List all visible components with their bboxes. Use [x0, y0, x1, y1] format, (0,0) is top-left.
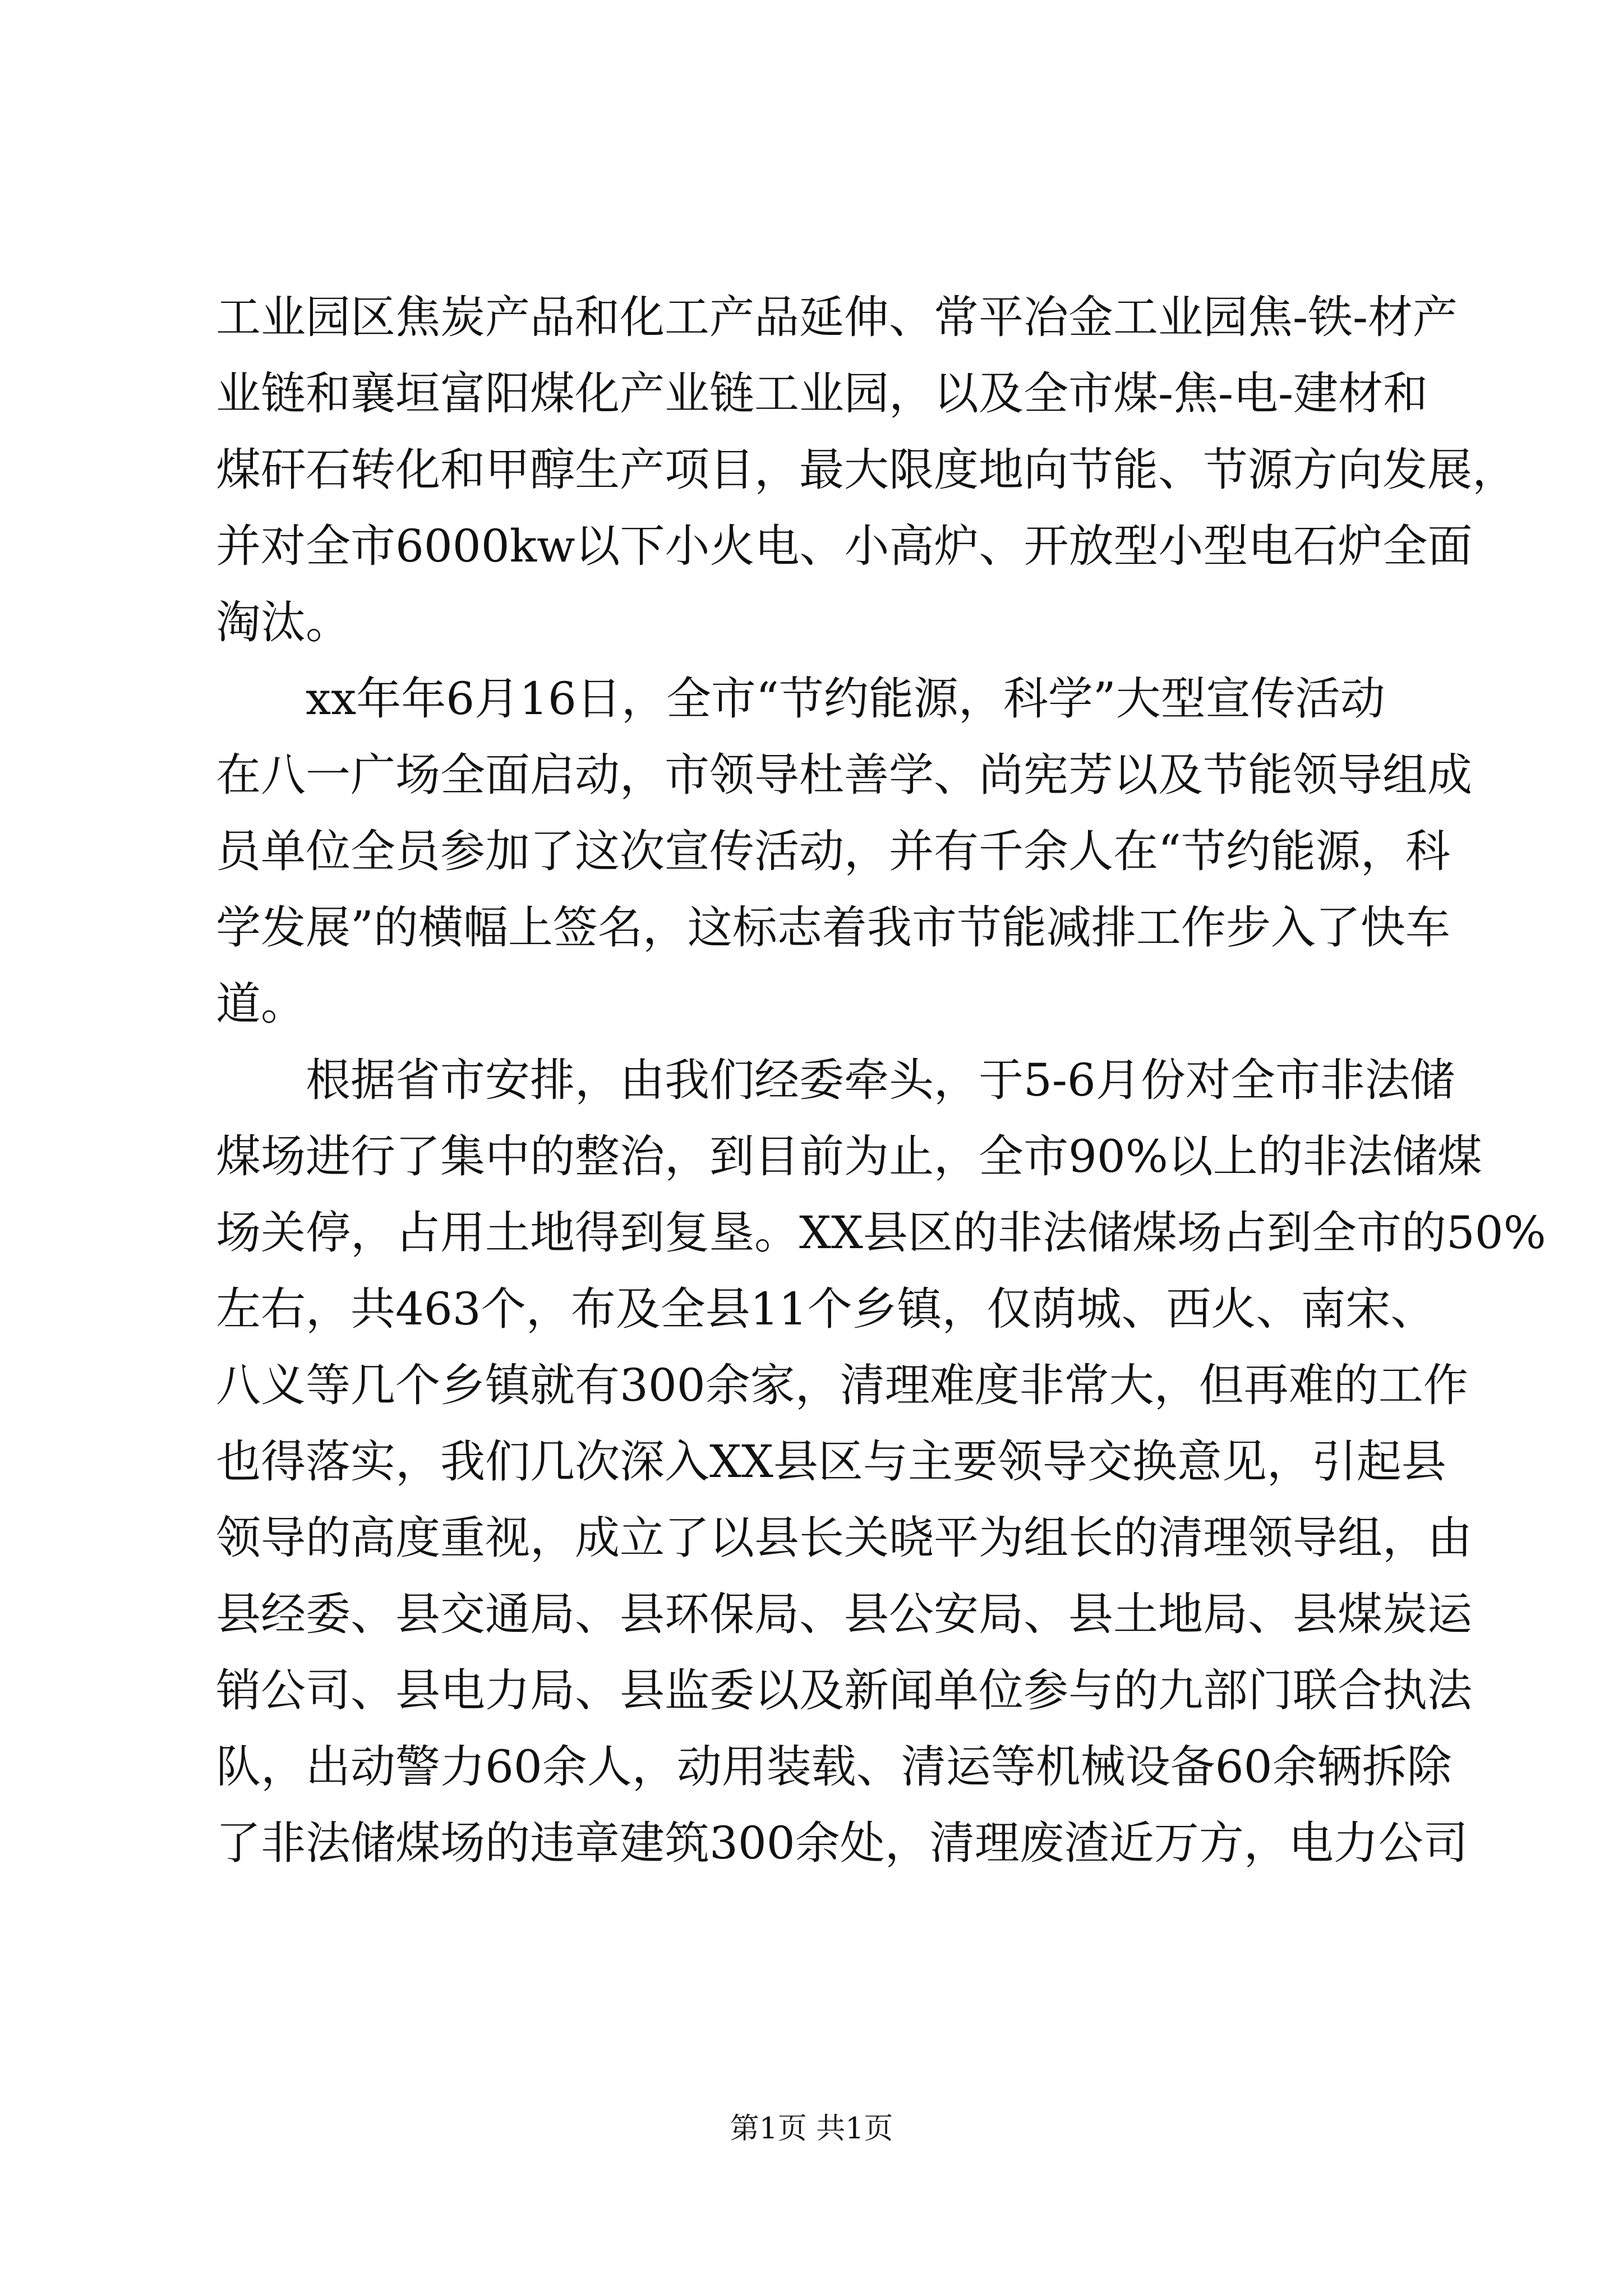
text-line: 煤矸石转化和甲醇生产项目，最大限度地向节能、节源方向发展，	[216, 444, 1517, 496]
text-line: 左右，共463个，布及全县11个乡镇，仅荫城、西火、南宋、	[216, 1283, 1436, 1335]
text-line: 了非法储煤场的违章建筑300余处，清理废渣近万方，电力公司	[216, 1817, 1468, 1869]
text-line: 根据省市安排，由我们经委牵头，于5-6月份对全市非法储	[306, 1054, 1455, 1106]
page-number: 第1页 共1页	[730, 2112, 893, 2146]
text-line: 并对全市6000kw以下小火电、小高炉、开放型小型电石炉全面	[216, 520, 1473, 572]
text-line: 淘汰。	[216, 596, 351, 648]
text-line: 也得落实，我们几次深入XX县区与主要领导交换意见，引起县	[216, 1435, 1446, 1488]
text-line: 县经委、县交通局、县环保局、县公安局、县土地局、县煤炭运	[216, 1588, 1472, 1640]
text-line: 在八一广场全面启动，市领导杜善学、尚宪芳以及节能领导组成	[216, 749, 1472, 801]
text-line: 销公司、县电力局、县监委以及新闻单位参与的九部门联合执法	[216, 1664, 1472, 1717]
text-line: 学发展”的横幅上签名，这标志着我市节能减排工作步入了快车	[216, 901, 1450, 954]
text-line: 员单位全员参加了这次宣传活动，并有千余人在“节约能源，科	[216, 825, 1450, 877]
text-line: 领导的高度重视，成立了以县长关晓平为组长的清理领导组，由	[216, 1512, 1472, 1564]
text-line: 道。	[216, 978, 306, 1030]
text-line: 煤场进行了集中的整治，到目前为止，全市90%以上的非法储煤	[216, 1130, 1482, 1182]
text-line: 八义等几个乡镇就有300余家，清理难度非常大，但再难的工作	[216, 1359, 1468, 1411]
text-line: 业链和襄垣富阳煤化产业链工业园，以及全市煤-焦-电-建材和	[216, 367, 1428, 420]
text-line: 工业园区焦炭产品和化工产品延伸、常平冶金工业园焦-铁-材产	[216, 291, 1458, 343]
text-line: xx年年6月16日，全市“节约能源，科学”大型宣传活动	[306, 673, 1385, 725]
text-line: 场关停，占用土地得到复垦。XX县区的非法储煤场占到全市的50%	[216, 1207, 1546, 1259]
text-line: 队，出动警力60余人，动用装载、清运等机械设备60余辆拆除	[216, 1741, 1452, 1793]
